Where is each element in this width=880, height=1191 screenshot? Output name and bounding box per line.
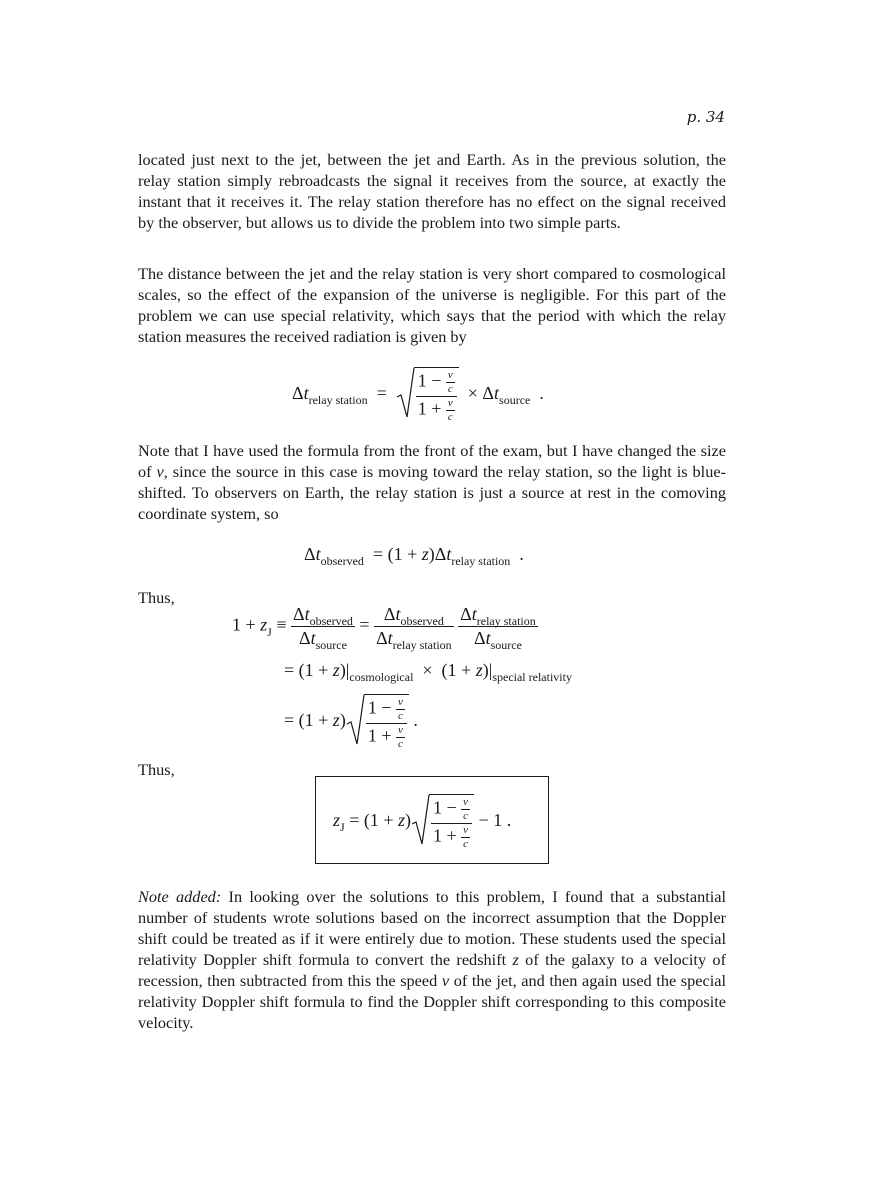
equation-relay-period: $\Delta t_{relay station}$ = 1 − $\frac{v}{c}$ 1 + $\frac{v}{c}$ × $\Delta t_{source}$ . bbox=[292, 369, 544, 423]
thus-label-2: Thus, bbox=[138, 760, 175, 779]
equation-observed: $\Delta t_{observed} = (1 + z)\Delta t_{relay station}$ . bbox=[304, 544, 524, 568]
page-number: p. 34 bbox=[686, 108, 725, 126]
equation-redshift-line3: = (1 + z) 1 − $\frac{v}{c}$ 1 + $\frac{v}{c}$ . bbox=[284, 696, 418, 750]
equation-final-answer: $z_J = (1 + z)$ 1 − $\frac{v}{c}$ 1 + $\frac{v}{c}$ − 1 . bbox=[333, 796, 512, 850]
equation-redshift-line1: $1 + z_J$ ≡ $\frac{\Delta t_{observed}}{\Delta t_{source}}$ = $\frac{\Delta t_{observed}}{\Delta t_{relay station}}$ $\frac{\Delta t_{relay station}}{\Delta t_{source}}$ bbox=[232, 604, 536, 652]
equation-redshift-line2: = $(1 + z)|_{cosmological} \times (1 + z)|_{special relativity}$ bbox=[284, 660, 572, 684]
thus-label-1: Thus, bbox=[138, 588, 175, 607]
paragraph-note-added: Note added: In looking over the solutions to this problem, I found that a substantial number of students wrote solutions based on the incorrect assumption that the Doppler shift could be treated as if it were entirely due to motion. These students used the special relativity Doppler shift formula to convert the redshift z of the galaxy to a velocity of recession, then subtracted from this the speed v of the jet, and then again used the special relativity Doppler shift formula to find the Doppler shift corresponding to this composite velocity. bbox=[138, 887, 727, 1032]
paragraph-2: The distance between the jet and the relay station is very short compared to cosmological scales, so the effect of the expansion of the universe is negligible. For this part of the problem we can use special relativity, which says that the period with which the relay station measures the received radiation is given by bbox=[138, 264, 726, 346]
paragraph-1: located just next to the jet, between the jet and Earth. As in the previous solution, the relay station simply rebroadcasts the signal it receives from the source, at exactly the instant that it receives it. The relay station therefore has no effect on the signal received by the observer, but allows us to divide the problem into two simple parts. bbox=[138, 150, 726, 232]
paragraph-3: Note that I have used the formula from the front of the exam, but I have changed the size of v, since the source in this case is moving toward the relay station, so the light is blue-shifted. To observers on Earth, the relay station is just a source at rest in the comoving coordinate system, so bbox=[138, 441, 726, 523]
